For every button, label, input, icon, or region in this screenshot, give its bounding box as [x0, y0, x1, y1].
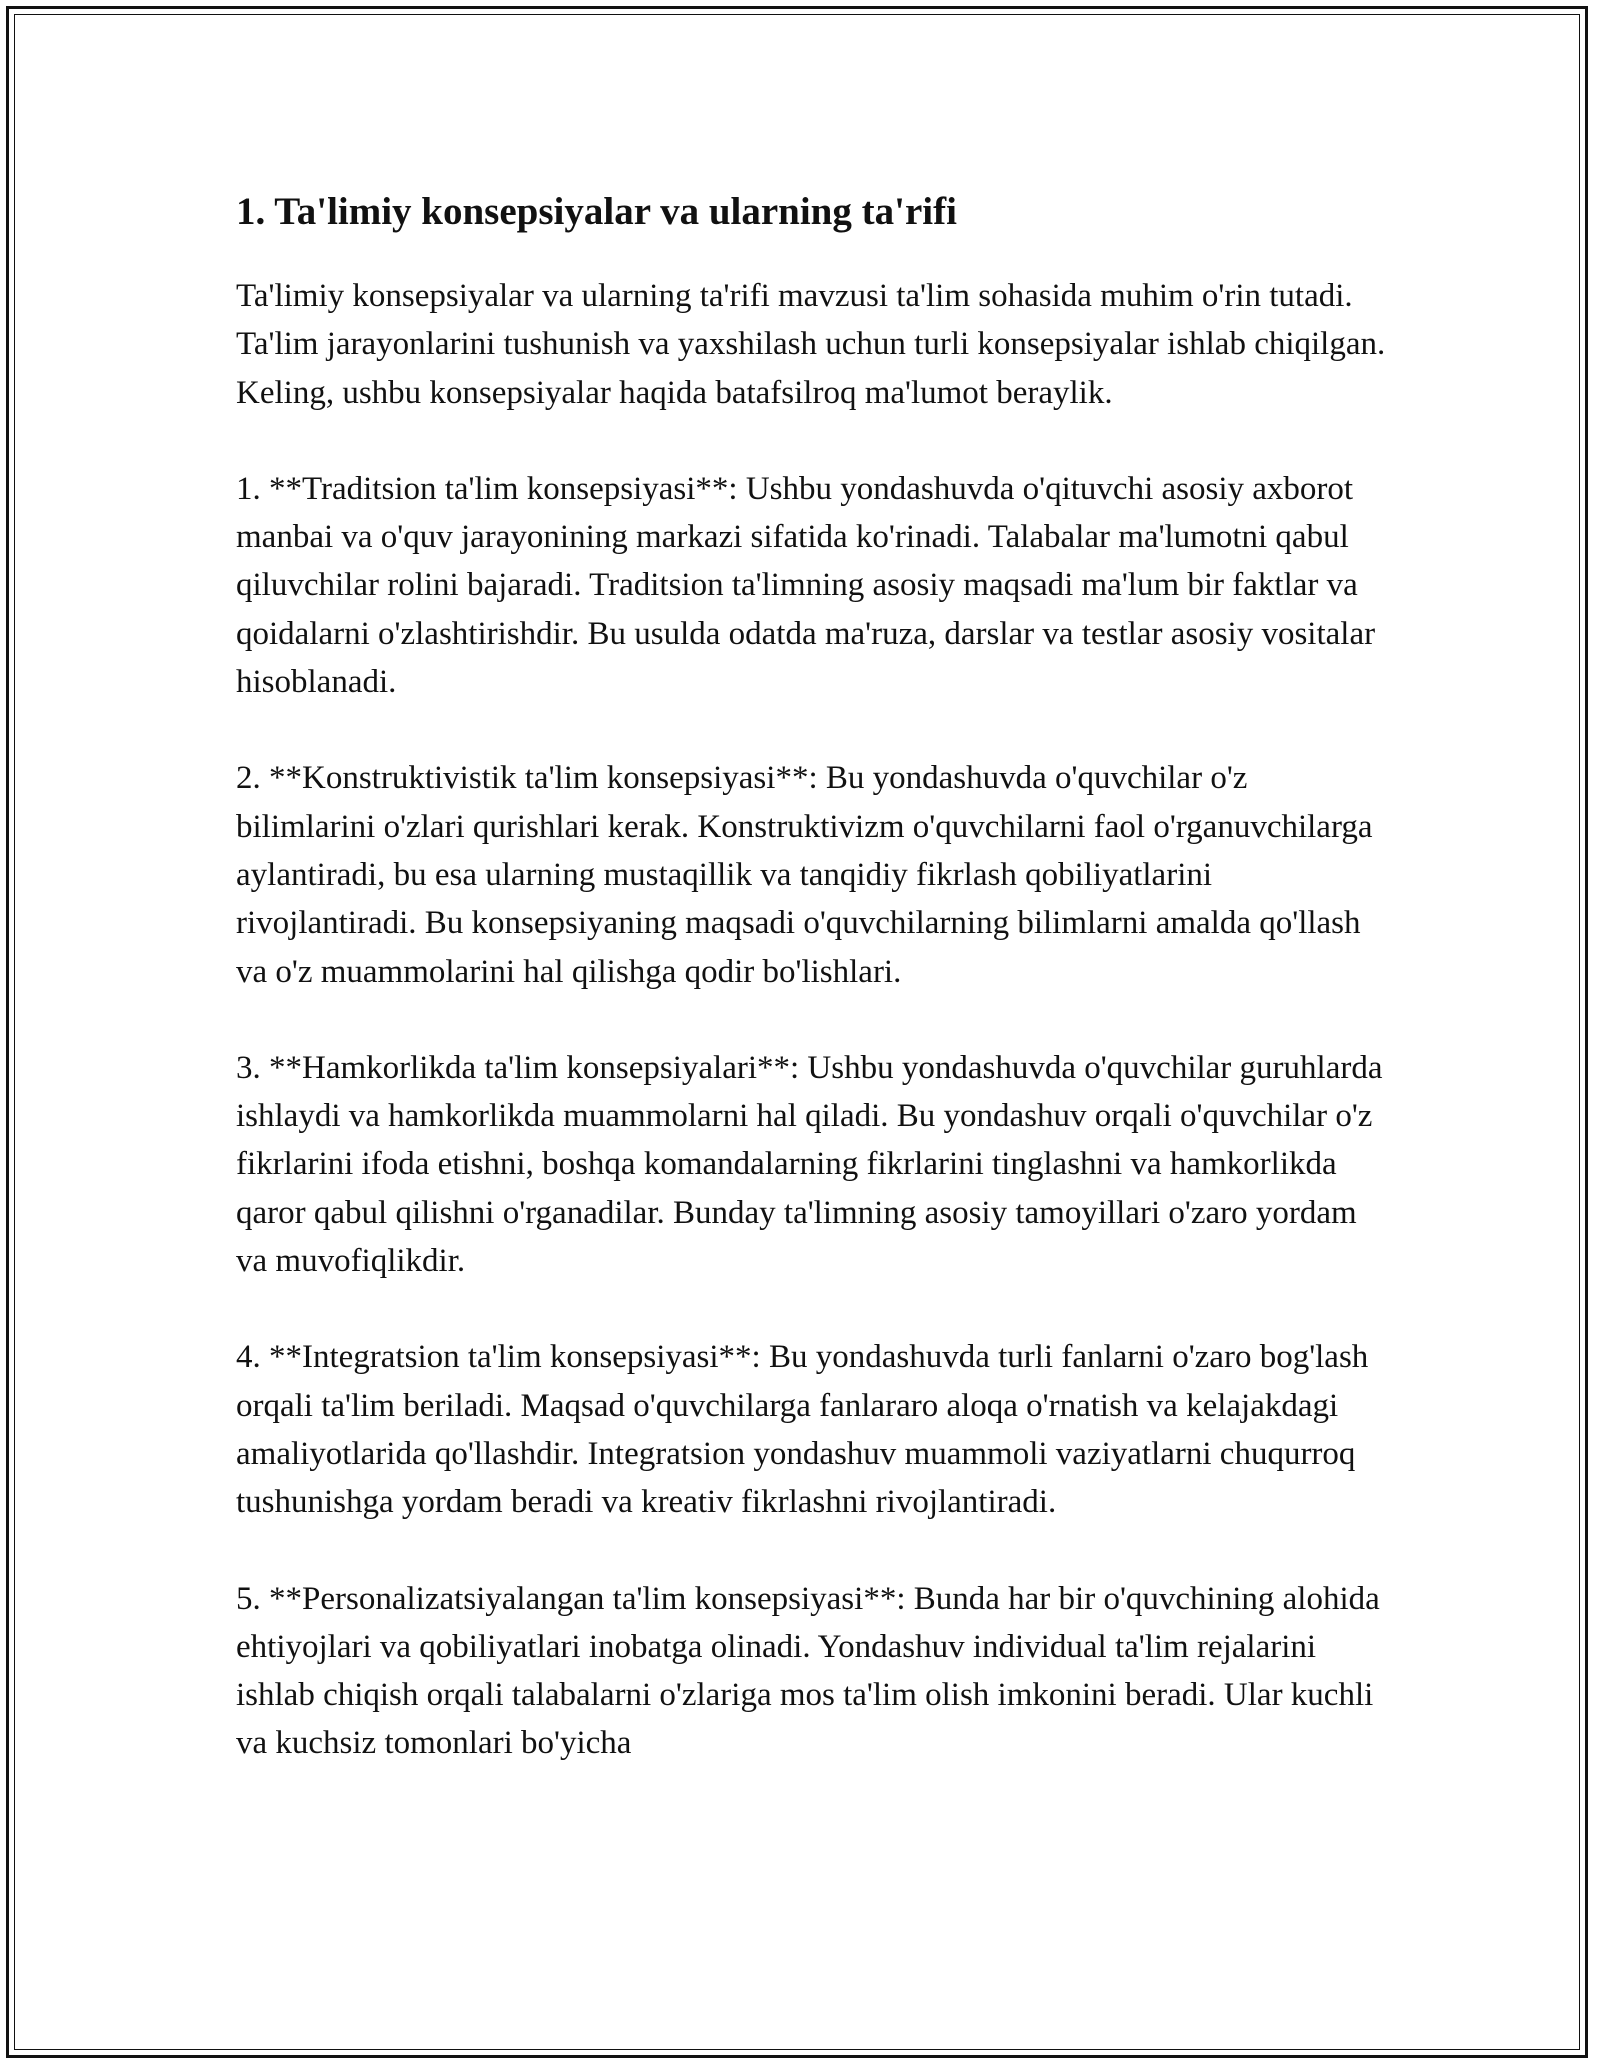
- paragraph-integrative: 4. **Integratsion ta'lim konsepsiyasi**: Bu yondashuvda turli fanlarni o'zaro bog'lash orqali ta'lim beriladi. Maqsad o'quvchilarga fanlararo aloqa o'rnatish va kelajakdagi amaliyotlarida qo'llashdir. Integratsion yondashuv muammoli vaziyatlarni chuqurroq tushunishga yordam beradi va kreativ fikrlashni rivojlantiradi.: [236, 1339, 1369, 1521]
- paragraph-personalized: 5. **Personalizatsiyalangan ta'lim konsepsiyasi**: Bunda har bir o'quvchining alohida ehtiyojlari va qobiliyatlari inobatga olinadi. Yondashuv individual ta'lim rejalarini ishlab chiqish orqali talabalarni o'zlariga mos ta'lim olish imkonini beradi. Ular kuchli va kuchsiz tomonlari bo'yicha: [236, 1580, 1380, 1762]
- document-body: [236, 188, 1386, 1816]
- paragraph-constructivist: 2. **Konstruktivistik ta'lim konsepsiyasi**: Bu yondashuvda o'quvchilar o'z bilimlarini o'zlari qurishlari kerak. Konstruktivizm o'quvchilarni faol o'rganuvchilarga aylantiradi, bu esa ularning mustaqillik va tanqidiy fikrlash qobiliyatlarini rivojlantiradi. Bu konsepsiyaning maqsadi o'quvchilarning bilimlarni amalda qo'llash va o'z muammolarini hal qilishga qodir bo'lishlari.: [236, 760, 1373, 990]
- paragraph-collaborative: 3. **Hamkorlikda ta'lim konsepsiyalari**: Ushbu yondashuvda o'quvchilar guruhlarda ishlaydi va hamkorlikda muammolarni hal qiladi. Bu yondashuv orqali o'quvchilar o'z fikrlarini ifoda etishni, boshqa komandalarning fikrlarini tinglashni va hamkorlikda qaror qabul qilishni o'rganadilar. Bunday ta'limning asosiy tamoyillari o'zaro yordam va muvofiqlikdir.: [236, 1049, 1383, 1280]
- section-heading: 1. Ta'limiy konsepsiyalar va ularning ta'rifi: [236, 190, 957, 233]
- paragraph-traditional: 1. **Traditsion ta'lim konsepsiyasi**: Ushbu yondashuvda o'qituvchi asosiy axborot manbai va o'quv jarayonining markazi sifatida ko'rinadi. Talabalar ma'lumotni qabul qiluvchilar rolini bajaradi. Traditsion ta'limning asosiy maqsadi ma'lum bir faktlar va qoidalarni o'zlashtirishdir. Bu usulda odatda ma'ruza, darslar va testlar asosiy vositalar hisoblanadi.: [236, 470, 1376, 701]
- intro-paragraph: Ta'limiy konsepsiyalar va ularning ta'rifi mavzusi ta'lim sohasida muhim o'rin tutadi. Ta'lim jarayonlarini tushunish va yaxshilash uchun turli konsepsiyalar ishlab chiqilgan. Keling, ushbu konsepsiyalar haqida batafsilroq ma'lumot beraylik.: [236, 278, 1386, 411]
